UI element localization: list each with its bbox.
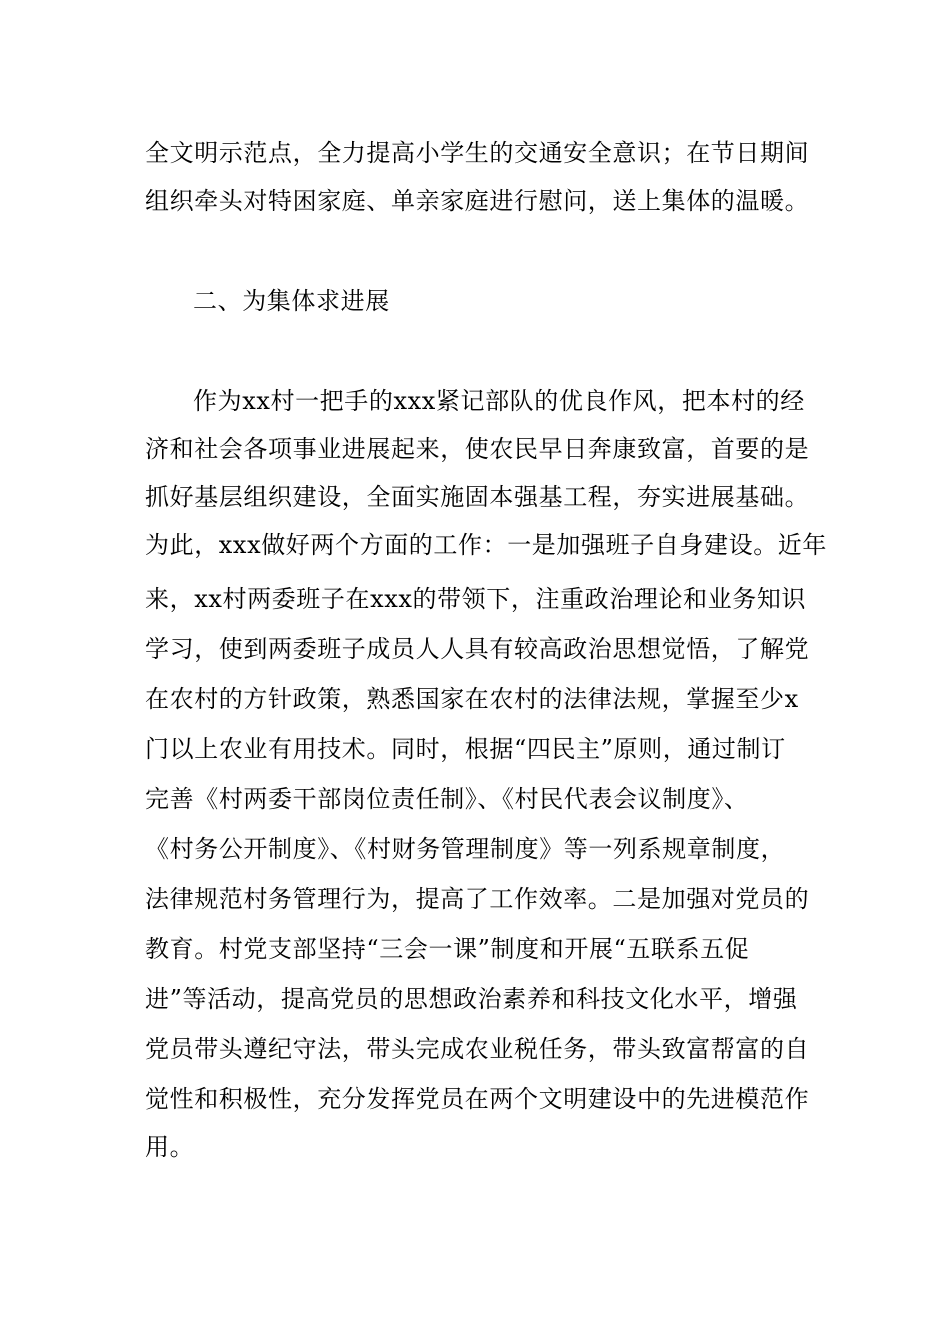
paragraph-2-line-7: 在农村的方针政策，熟悉国家在农村的法律法规，掌握至少x (145, 685, 799, 713)
paragraph-2-line-15: 觉性和积极性，充分发挥党员在两个文明建设中的先进模范作 (145, 1085, 810, 1113)
paragraph-2-line-3: 抓好基层组织建设，全面实施固本强基工程，夯实进展基础。 (145, 483, 810, 511)
paragraph-1-line-1: 全文明示范点，全力提高小学生的交通安全意识；在节日期间 (145, 139, 810, 167)
paragraph-2-line-8: 门以上农业有用技术。同时，根据“四民主”原则，通过制订 (145, 735, 786, 763)
section-heading: 二、为集体求进展 (193, 287, 390, 315)
paragraph-2-line-16: 用。 (145, 1133, 195, 1161)
paragraph-2-line-10: 《村务公开制度》、《村财务管理制度》等一列系规章制度， (145, 835, 786, 863)
paragraph-2-line-12: 教育。村党支部坚持“三会一课”制度和开展“五联系五促 (145, 935, 750, 963)
paragraph-2-line-6: 学习，使到两委班子成员人人具有较高政治思想觉悟，了解党 (145, 635, 810, 663)
paragraph-2-line-9: 完善《村两委干部岗位责任制》、《村民代表会议制度》、 (145, 785, 749, 813)
paragraph-2-line-14: 党员带头遵纪守法，带头完成农业税任务，带头致富帮富的自 (145, 1035, 810, 1063)
paragraph-1-line-2: 组织牵头对特困家庭、单亲家庭进行慰问，送上集体的温暖。 (145, 187, 810, 215)
paragraph-2-line-13: 进”等活动，提高党员的思想政治素养和科技文化水平，增强 (145, 985, 798, 1013)
paragraph-2-line-1: 作为xx村一把手的xxx紧记部队的优良作风，把本村的经 (193, 387, 805, 415)
paragraph-2-line-4: 为此，xxx做好两个方面的工作：一是加强班子自身建设。近年 (145, 531, 828, 559)
paragraph-2-line-11: 法律规范村务管理行为，提高了工作效率。二是加强对党员的 (145, 885, 810, 913)
paragraph-2-line-5: 来，xx村两委班子在xxx的带领下，注重政治理论和业务知识 (145, 585, 807, 613)
paragraph-2-line-2: 济和社会各项事业进展起来，使农民早日奔康致富，首要的是 (145, 435, 810, 463)
